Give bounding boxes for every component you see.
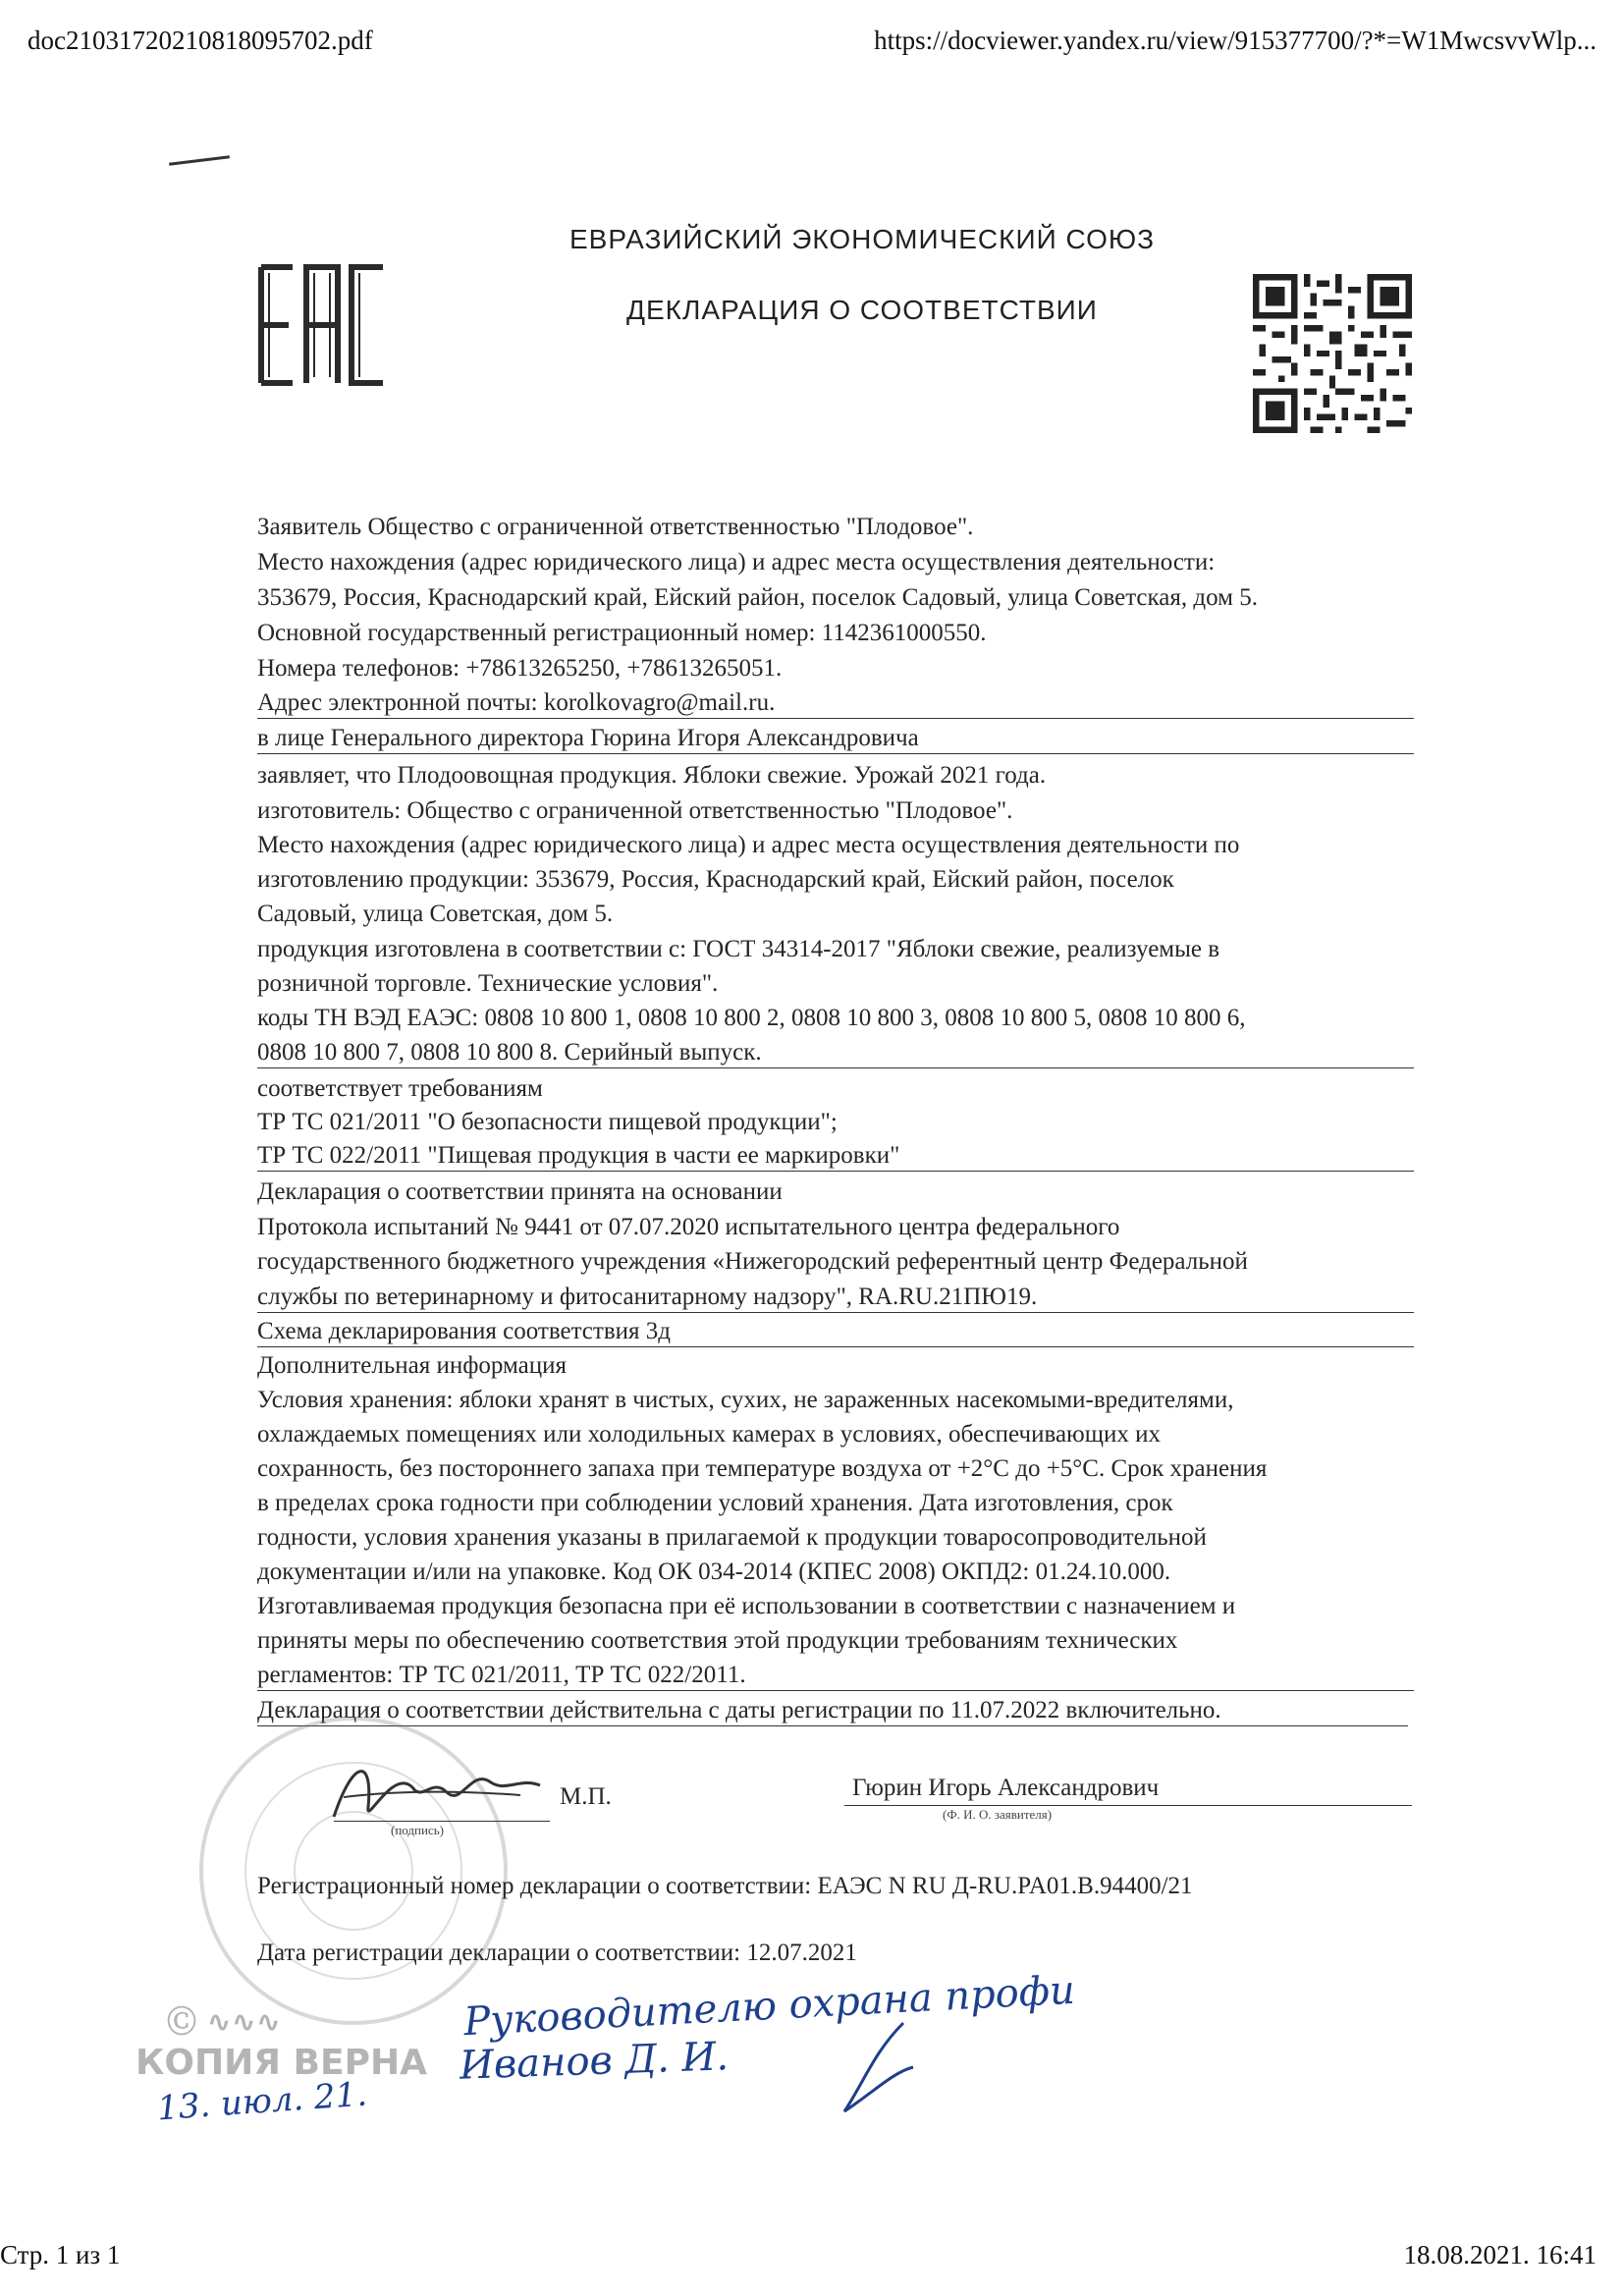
copy-stamp-seal: Ⓒ ∿∿∿ [167, 2005, 281, 2040]
handwritten-date: 13. июл. 21. [155, 2074, 369, 2129]
registration-number: Регистрационный номер декларации о соответствии: ЕАЭС N RU Д-RU.PA01.B.94400/21 [257, 1873, 1193, 1899]
handwritten-signature-icon [835, 2013, 923, 2121]
qr-code-icon [1253, 271, 1412, 436]
protocol-cont-line: государственного бюджетного учреждения «Нижегородский референтный центр Федеральной [257, 1248, 1248, 1275]
storage-line-5: годности, условия хранения указаны в прилагаемой к продукции товаросопроводительной [257, 1524, 1207, 1551]
address-line: 353679, Россия, Краснодарский край, Ейский район, поселок Садовый, улица Советская, дом 5. [257, 584, 1258, 611]
page-url[interactable]: https://docviewer.yandex.ru/view/915377700/?*=W1MwcsvvWlp... [874, 26, 1597, 55]
storage-line-3: сохранность, без постороннего запаха при температуре воздуха от +2°С до +5°С. Срок хранения [257, 1455, 1268, 1482]
declaration-title: ДЕКЛАРАЦИЯ О СООТВЕТСТВИИ [626, 295, 1098, 325]
codes-cont-line: 0808 10 800 7, 0808 10 800 8. Серийный выпуск. [257, 1038, 1414, 1068]
additional-info-heading: Дополнительная информация [257, 1352, 568, 1379]
conforms-line: соответствует требованиям [257, 1075, 543, 1102]
print-timestamp: 18.08.2021. 16:41 [1403, 2240, 1597, 2269]
signature-caption: (подпись) [391, 1823, 444, 1837]
handwritten-note-line2: Иванов Д. И. [459, 2034, 730, 2089]
manufacturer-address-cont-line: Садовый, улица Советская, дом 5. [257, 901, 614, 927]
storage-line-1: Условия хранения: яблоки хранят в чистых, сухих, не зараженных насекомыми-вредителями, [257, 1387, 1234, 1413]
basis-line: Декларация о соответствии принята на основании [257, 1178, 783, 1205]
page-indicator: Стр. 1 из 1 [0, 2240, 121, 2269]
signature-underline [334, 1821, 550, 1822]
standard-cont-line: розничной торговле. Технические условия". [257, 970, 719, 997]
storage-line-2: охлаждаемых помещениях или холодильных камерах в условиях, обеспечивающих их [257, 1421, 1161, 1448]
copy-stamp-text: КОПИЯ ВЕРНА [135, 2043, 427, 2083]
signer-caption: (Ф. И. О. заявителя) [943, 1807, 1053, 1822]
regulation-022-line: ТР ТС 022/2011 "Пищевая продукция в части ее маркировки" [257, 1141, 1414, 1172]
signer-name: Гюрин Игорь Александрович [852, 1775, 1160, 1801]
declares-line: заявляет, что Плодоовощная продукция. Яблоки свежие. Урожай 2021 года. [257, 762, 1047, 789]
applicant-line: Заявитель Общество с ограниченной ответственностью "Плодовое". [257, 514, 974, 540]
eac-logo-icon [257, 263, 389, 387]
signer-underline [844, 1805, 1412, 1806]
protocol-line: Протокола испытаний № 9441 от 07.07.2020 испытательного центра федерального [257, 1214, 1120, 1240]
protocol-cont2-line: службы по ветеринарному и фитосанитарному надзору", RA.RU.21ПЮ19. [257, 1283, 1414, 1313]
registration-date: Дата регистрации декларации о соответствии: 12.07.2021 [257, 1940, 857, 1966]
validity-line: Декларация о соответствии действительна с даты регистрации по 11.07.2022 включительно. [257, 1696, 1408, 1726]
handwritten-note-line1: Руководителю охрана профи [462, 1967, 1076, 2046]
union-title: ЕВРАЗИЙСКИЙ ЭКОНОМИЧЕСКИЙ СОЮЗ [569, 224, 1156, 254]
manufacturer-address-line: изготовлению продукции: 353679, Россия, Краснодарский край, Ейский район, поселок [257, 866, 1174, 893]
scheme-line: Схема декларирования соответствия 3д [257, 1317, 1414, 1347]
pdf-filename: doc2103172021081809570​2.pdf [27, 26, 373, 55]
stamp-label: М.П. [560, 1783, 612, 1810]
storage-line-6: документации и/или на упаковке. Код ОК 034-2014 (КПЕС 2008) ОКПД2: 01.24.10.000. [257, 1558, 1171, 1585]
safety-line-2: приняты меры по обеспечению соответствия этой продукции требованиям технических [257, 1627, 1178, 1654]
storage-line-4: в пределах срока годности при соблюдении условий хранения. Дата изготовления, срок [257, 1490, 1173, 1516]
safety-line-3: регламентов: ТР ТС 021/2011, ТР ТС 022/2011. [257, 1661, 1414, 1691]
manufacturer-line: изготовитель: Общество с ограниченной ответственностью "Плодовое". [257, 797, 1013, 824]
email-line: Адрес электронной почты: korolkovagro@mail.ru. [257, 688, 1414, 719]
standard-line: продукция изготовлена в соответствии с: ГОСТ 34314-2017 "Яблоки свежие, реализуемые в [257, 936, 1220, 962]
address-label-line: Место нахождения (адрес юридического лица) и адрес места осуществления деятельности: [257, 549, 1216, 575]
director-line: в лице Генерального директора Гюрина Игоря Александровича [257, 724, 1414, 754]
ogrn-line: Основной государственный регистрационный номер: 1142361000550. [257, 620, 987, 646]
regulation-021-line: ТР ТС 021/2011 "О безопасности пищевой продукции"; [257, 1109, 838, 1135]
safety-line-1: Изготавливаемая продукция безопасна при её использовании в соответствии с назначением и [257, 1593, 1236, 1619]
phones-line: Номера телефонов: +78613265250, +78613265051. [257, 655, 783, 682]
stray-pen-mark [169, 155, 230, 166]
manufacturer-address-label-line: Место нахождения (адрес юридического лица) и адрес места осуществления деятельности по [257, 832, 1240, 858]
codes-line: коды ТН ВЭД ЕАЭС: 0808 10 800 1, 0808 10 800 2, 0808 10 800 3, 0808 10 800 5, 0808 10 800 6, [257, 1005, 1246, 1031]
